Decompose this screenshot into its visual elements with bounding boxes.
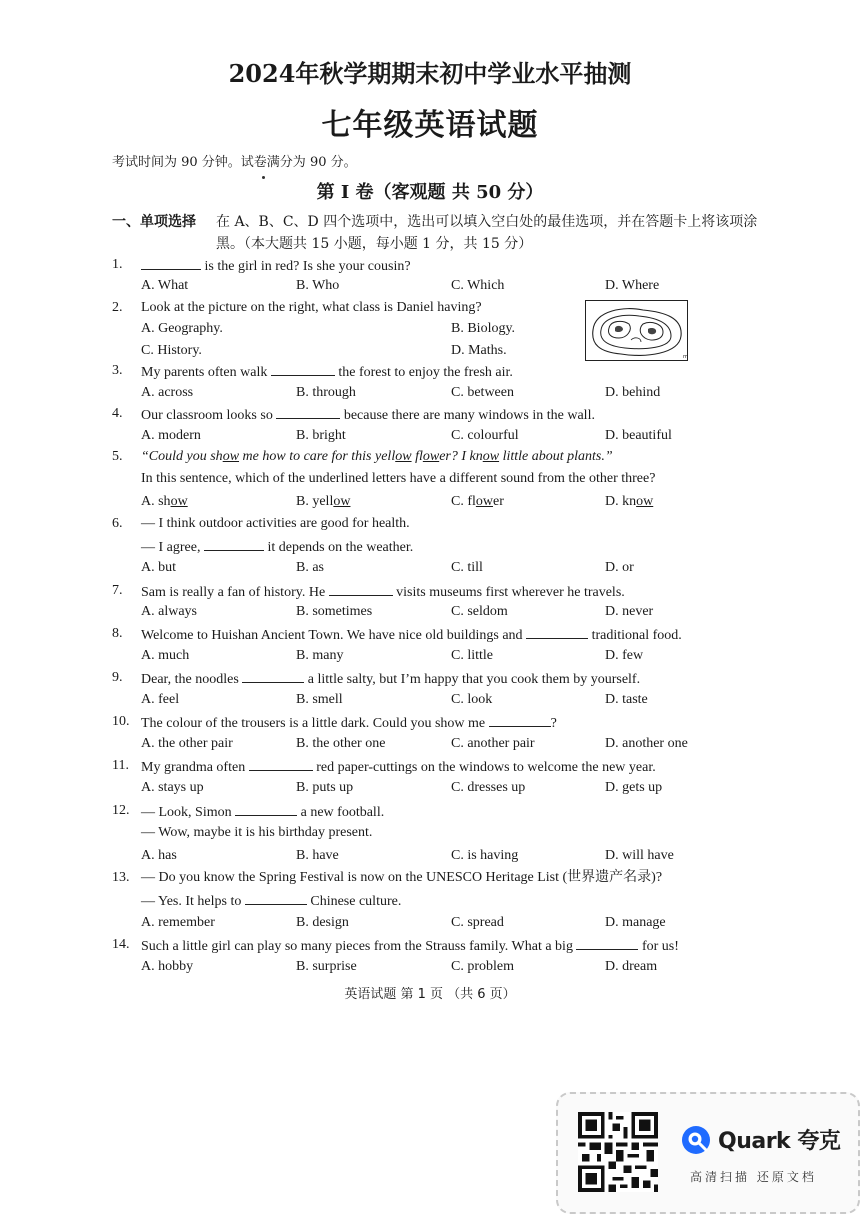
option-c: C. another pair bbox=[451, 736, 535, 751]
page-footer: 英语试题 第 1 页 （共 6 页） bbox=[344, 987, 516, 1002]
option-d: D. dream bbox=[605, 959, 658, 974]
option-a: A. across bbox=[141, 385, 194, 400]
answer-blank bbox=[204, 537, 264, 551]
option-c: C. little bbox=[451, 648, 493, 663]
question-number: 5. bbox=[112, 449, 123, 464]
answer-blank bbox=[489, 713, 551, 727]
option-a: A. feel bbox=[141, 692, 180, 707]
option-b: B. Who bbox=[296, 278, 340, 293]
question-number: 8. bbox=[112, 626, 123, 641]
quark-slogan: 高清扫描 还原文档 bbox=[690, 1170, 817, 1184]
option-c: C. dresses up bbox=[451, 780, 526, 795]
answer-blank bbox=[242, 669, 304, 683]
question-text: Look at the picture on the right, what class is Daniel having? bbox=[141, 300, 482, 315]
question-subtext: In this sentence, which of the underlined letters have a different sound from the other three? bbox=[141, 471, 656, 486]
exam-title: 2024年秋学期期末初中学业水平抽测 bbox=[228, 59, 632, 88]
option-c: C. till bbox=[451, 560, 483, 575]
answer-blank bbox=[245, 891, 307, 905]
option-b: B. smell bbox=[296, 692, 343, 707]
quark-brand: Quark 夸克 bbox=[718, 1129, 841, 1154]
question-subtext: — Wow, maybe it is his birthday present. bbox=[141, 825, 373, 840]
contour-map-picture bbox=[585, 300, 695, 362]
option-c: C. colourful bbox=[451, 428, 519, 443]
option-d: D. never bbox=[605, 604, 654, 619]
question-number: 6. bbox=[112, 516, 123, 531]
answer-blank bbox=[249, 757, 313, 771]
option-a: A. has bbox=[141, 848, 177, 863]
question-subtext: — Yes. It helps to Chinese culture. bbox=[141, 891, 401, 911]
option-b: B. design bbox=[296, 915, 349, 930]
question-text: — Do you know the Spring Festival is now on the UNESCO Heritage List (世界遗产名录)? bbox=[141, 870, 663, 885]
exam-note: 考试时间为 90 分钟。试卷满分为 90 分。 bbox=[112, 155, 357, 170]
option-b: B. sometimes bbox=[296, 604, 373, 619]
option-c: C. flower bbox=[451, 494, 504, 509]
option-d: D. taste bbox=[605, 692, 648, 707]
question-text: is the girl in red? Is she your cousin? bbox=[141, 256, 411, 276]
question-number: 7. bbox=[112, 583, 123, 598]
question-text: Our classroom looks so because there are many windows in the wall. bbox=[141, 405, 595, 425]
question-number: 3. bbox=[112, 363, 123, 378]
option-b: B. the other one bbox=[296, 736, 386, 751]
option-a: A. remember bbox=[141, 915, 215, 930]
option-d: D. another one bbox=[605, 736, 688, 751]
option-d: D. Maths. bbox=[451, 343, 507, 358]
question-number: 12. bbox=[112, 803, 130, 818]
question-text: Such a little girl can play so many pieces from the Strauss family. What a big for us! bbox=[141, 936, 679, 956]
section-heading: 一、单项选择 bbox=[112, 214, 196, 230]
question-number: 4. bbox=[112, 406, 123, 421]
question-text: Dear, the noodles a little salty, but I’m happy that you cook them by yourself. bbox=[141, 669, 640, 689]
option-d: D. behind bbox=[605, 385, 661, 400]
question-number: 9. bbox=[112, 670, 123, 685]
question-number: 14. bbox=[112, 937, 130, 952]
option-c: C. Which bbox=[451, 278, 505, 293]
question-text: My parents often walk the forest to enjoy the fresh air. bbox=[141, 362, 513, 382]
question-number: 13. bbox=[112, 870, 130, 885]
question-text: Welcome to Huishan Ancient Town. We have nice old buildings and traditional food. bbox=[141, 625, 682, 645]
option-c: C. look bbox=[451, 692, 493, 707]
answer-blank bbox=[271, 362, 335, 376]
option-a: A. much bbox=[141, 648, 190, 663]
option-a: A. Geography. bbox=[141, 321, 223, 336]
option-a: A. What bbox=[141, 278, 189, 293]
question-text: Sam is really a fan of history. He visits museums first wherever he travels. bbox=[141, 582, 625, 602]
section-instruction: 在 A、B、C、D 四个选项中，选出可以填入空白处的最佳选项，并在答题卡上将该项涂黑。（本大题共 15 小题，每小题 1 分，共 15 分） bbox=[216, 214, 758, 252]
option-c: C. between bbox=[451, 385, 514, 400]
question-number: 2. bbox=[112, 300, 123, 315]
question-text: “Could you show me how to care for this yellow flower? I know little about plants.” bbox=[141, 449, 613, 464]
option-b: B. bright bbox=[296, 428, 346, 443]
option-a: A. show bbox=[141, 494, 188, 509]
question-text: My grandma often red paper-cuttings on the windows to welcome the new year. bbox=[141, 757, 656, 777]
option-a: A. but bbox=[141, 560, 176, 575]
question-text: — Look, Simon a new football. bbox=[141, 802, 384, 822]
answer-blank bbox=[526, 625, 588, 639]
question-text: The colour of the trousers is a little dark. Could you show me ? bbox=[141, 713, 557, 733]
answer-blank bbox=[276, 405, 340, 419]
option-a: A. always bbox=[141, 604, 197, 619]
part-heading: 第 I 卷（客观题 共 50 分） bbox=[316, 182, 544, 203]
option-b: B. surprise bbox=[296, 959, 357, 974]
question-text: — I think outdoor activities are good for health. bbox=[141, 516, 410, 531]
option-d: D. beautiful bbox=[605, 428, 672, 443]
quark-watermark bbox=[556, 1092, 860, 1214]
option-d: D. manage bbox=[605, 915, 666, 930]
option-a: A. stays up bbox=[141, 780, 204, 795]
option-c: C. is having bbox=[451, 848, 519, 863]
option-d: D. few bbox=[605, 648, 644, 663]
question-number: 1. bbox=[112, 257, 123, 272]
answer-blank bbox=[329, 582, 393, 596]
question-number: 11. bbox=[112, 758, 129, 773]
question-subtext: — I agree, it depends on the weather. bbox=[141, 537, 413, 557]
option-b: B. have bbox=[296, 848, 339, 863]
option-d: D. know bbox=[605, 494, 654, 509]
option-a: A. the other pair bbox=[141, 736, 233, 751]
option-c: C. History. bbox=[141, 343, 202, 358]
option-b: B. as bbox=[296, 560, 324, 575]
option-b: B. puts up bbox=[296, 780, 354, 795]
option-d: D. gets up bbox=[605, 780, 663, 795]
option-c: C. problem bbox=[451, 959, 514, 974]
option-b: B. through bbox=[296, 385, 356, 400]
option-c: C. seldom bbox=[451, 604, 508, 619]
option-b: B. many bbox=[296, 648, 344, 663]
option-d: D. Where bbox=[605, 278, 660, 293]
option-d: D. or bbox=[605, 560, 634, 575]
answer-blank bbox=[576, 936, 638, 950]
quark-logo-icon bbox=[680, 1124, 712, 1156]
option-c: C. spread bbox=[451, 915, 504, 930]
option-a: A. modern bbox=[141, 428, 201, 443]
option-b: B. yellow bbox=[296, 494, 351, 509]
answer-blank bbox=[141, 256, 201, 270]
answer-blank bbox=[235, 802, 297, 816]
qr-code-icon bbox=[578, 1112, 658, 1192]
option-d: D. will have bbox=[605, 848, 674, 863]
paper-title: 七年级英语试题 bbox=[321, 108, 539, 143]
svg-text:m: m bbox=[683, 354, 688, 360]
question-number: 10. bbox=[112, 714, 130, 729]
option-b: B. Biology. bbox=[451, 321, 516, 336]
option-a: A. hobby bbox=[141, 959, 194, 974]
